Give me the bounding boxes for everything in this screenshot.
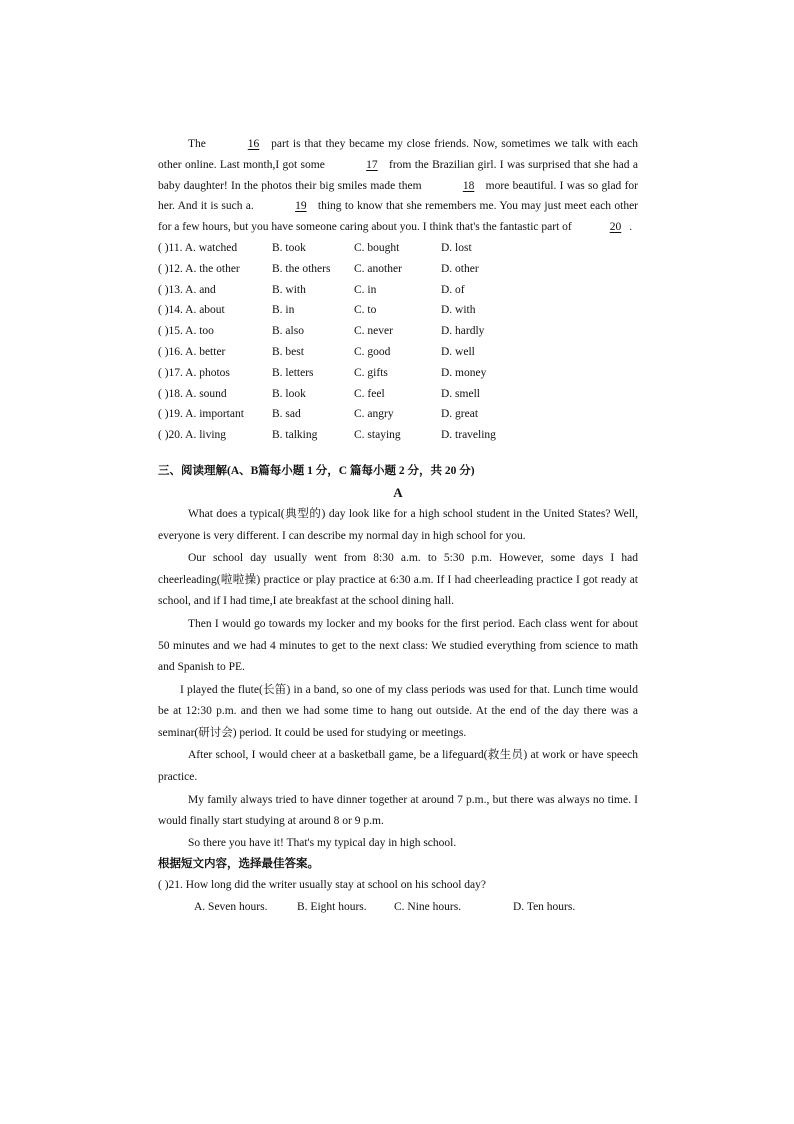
option-b: B. took <box>272 241 306 254</box>
option-row-13 <box>158 280 638 301</box>
option-c: C. never <box>354 325 393 338</box>
cloze-text: more beautiful. I was so glad for her. And it is such a. <box>158 179 639 213</box>
option-row-16 <box>158 342 638 363</box>
option-c: C. in <box>354 283 377 296</box>
option-d: D. hardly <box>441 325 485 338</box>
option-c: C. staying <box>354 429 401 442</box>
option-d: D. traveling <box>441 429 496 442</box>
cloze-text: thing to know that she remembers me. You may just meet each other for a few hours, but you have someone caring about you. I think that's the fantastic part of <box>158 200 638 234</box>
option-d: D. money <box>441 366 487 379</box>
option-c: C. feel <box>354 387 385 400</box>
option-c: C. another <box>354 262 402 275</box>
option-row-20 <box>158 425 638 446</box>
question-21: ( )21. How long did the writer usually stay at school on his school day? <box>158 879 487 892</box>
cloze-paragraph <box>158 134 638 238</box>
option-b: B. look <box>272 387 306 400</box>
blank-19: 19 <box>295 200 307 213</box>
exam-page <box>158 134 638 918</box>
option-c: C. gifts <box>354 366 388 379</box>
option-d: D. with <box>441 304 476 317</box>
option-b: B. the others <box>272 262 331 275</box>
cloze-options <box>158 238 638 446</box>
passage-paragraph: Then I would go towards my locker and my books for the first period. Each class went for about 50 minutes and we had 4 minutes to get to the next class: We studied everything from science to math and Spanish to PE. <box>158 617 638 674</box>
passage-paragraph: So there you have it! That's my typical day in high school. <box>188 836 457 849</box>
option-row-12 <box>158 259 638 280</box>
option-row-11 <box>158 238 638 259</box>
question-instruction: 根据短文内容，选择最佳答案。 <box>158 858 319 871</box>
answer-c: C. Nine hours. <box>394 901 462 914</box>
passage-paragraph: What does a typical(典型的) day look like for a high school student in the United States? Well, everyone is very different. I can describe my normal day in high school for you. <box>158 507 638 542</box>
option-a: ( )11. A. watched <box>158 241 238 254</box>
option-c: C. to <box>354 304 377 317</box>
option-row-18 <box>158 384 638 405</box>
option-row-15 <box>158 321 638 342</box>
question-21-options <box>158 896 638 918</box>
option-b: B. with <box>272 283 306 296</box>
option-a: ( )20. A. living <box>158 429 227 442</box>
option-b: B. in <box>272 304 295 317</box>
option-d: D. of <box>441 283 465 296</box>
option-a: ( )15. A. too <box>158 325 214 338</box>
option-row-14 <box>158 300 638 321</box>
cloze-text: from the Brazilian girl. I was surprised that she had a baby daughter! In the photos their big smiles made them <box>158 158 638 192</box>
option-b: B. talking <box>272 429 318 442</box>
answer-a: A. Seven hours. <box>194 901 268 914</box>
cloze-text: . <box>629 221 633 234</box>
option-d: D. great <box>441 408 479 421</box>
answer-d: D. Ten hours. <box>513 901 576 914</box>
blank-17: 17 <box>366 158 378 171</box>
passage-paragraph: My family always tried to have dinner together at around 7 p.m., but there was always no time. I would finally start studying at around 8 or 9 p.m. <box>158 793 638 828</box>
option-a: ( )13. A. and <box>158 283 216 296</box>
option-b: B. sad <box>272 408 301 421</box>
cloze-text: part is that they became my close friends. Now, sometimes we talk with each other online. Last month,I got some <box>158 138 639 171</box>
option-c: C. good <box>354 345 391 358</box>
option-c: C. angry <box>354 408 394 421</box>
passage-paragraph: After school, I would cheer at a basketball game, be a lifeguard(救生员) at work or have speech practice. <box>158 749 638 784</box>
passage-paragraph: Our school day usually went from 8:30 a.m. to 5:30 p.m. However, some days I had cheerleading(啦啦操) practice or play practice at 6:30 a.m. If I had cheerleading practice I got ready at school, and if I had time,I ate breakfast at the school dining hall. <box>158 552 638 608</box>
option-row-19 <box>158 404 638 425</box>
passage-letter: A <box>393 484 403 500</box>
section-title: 三、阅读理解(A、B篇每小题 1 分，C 篇每小题 2 分，共 20 分) <box>158 464 475 477</box>
option-a: ( )17. A. photos <box>158 366 230 379</box>
blank-16: 16 <box>247 138 260 150</box>
option-a: ( )19. A. important <box>158 408 244 421</box>
option-d: D. other <box>441 262 479 275</box>
blank-18: 18 <box>462 179 475 192</box>
option-d: D. lost <box>441 241 472 254</box>
option-row-17 <box>158 363 638 384</box>
option-d: D. smell <box>441 387 480 400</box>
option-c: C. bought <box>354 241 400 254</box>
blank-20: 20 <box>609 221 622 234</box>
answer-b: B. Eight hours. <box>297 901 367 914</box>
option-d: D. well <box>441 345 475 358</box>
option-b: B. best <box>272 345 304 358</box>
option-b: B. letters <box>272 366 314 379</box>
cloze-text: The <box>188 138 206 150</box>
option-a: ( )18. A. sound <box>158 387 227 400</box>
option-a: ( )16. A. better <box>158 345 226 358</box>
passage-paragraph: I played the flute(长笛) in a band, so one of my class periods was used for that. Lunch time would be at 12:30 p.m. and then we had some time to hang out outside. At the end of the day there was a seminar(研讨会) period. It could be used for studying or meetings. <box>158 683 638 739</box>
option-a: ( )14. A. about <box>158 304 225 317</box>
reading-passage <box>158 504 638 855</box>
option-b: B. also <box>272 325 304 338</box>
option-a: ( )12. A. the other <box>158 262 240 275</box>
